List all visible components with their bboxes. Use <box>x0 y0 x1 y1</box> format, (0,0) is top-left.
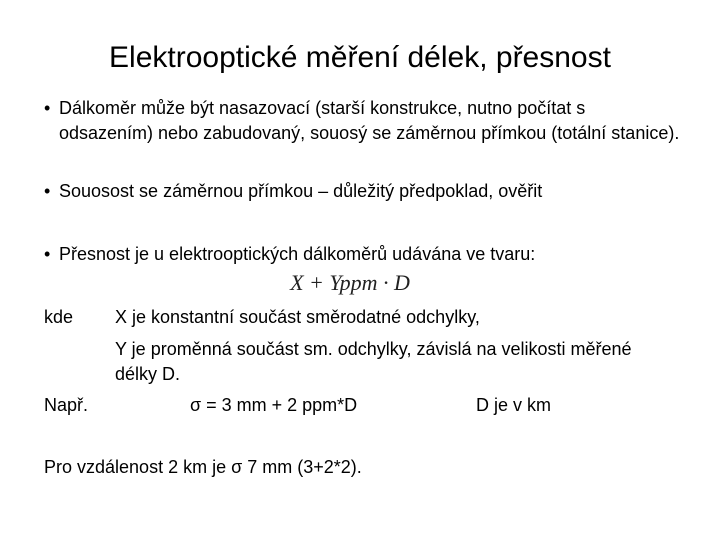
bullet-item <box>44 96 684 146</box>
bullet-item <box>44 179 684 204</box>
bullet-icon: • <box>44 98 51 118</box>
bullet-icon: • <box>44 181 51 201</box>
kde-label: kde <box>44 307 74 327</box>
bullet-icon: • <box>44 244 51 264</box>
x-definition: X je konstantní součást směrodatné odchylky, <box>115 307 480 327</box>
slide-title: Elektrooptické měření délek, přesnost <box>109 41 611 74</box>
bullet-text: Přesnost je u elektrooptických dálkoměrů udávána ve tvaru: <box>59 244 536 264</box>
accuracy-formula: X + Yppm · D <box>290 270 410 295</box>
y-definition: Y je proměnná součást sm. odchylky, závislá na velikosti měřené délky D. <box>115 339 632 384</box>
bullet-text: Souosost se záměrnou přímkou – důležitý předpoklad, ověřit <box>59 181 543 201</box>
bullet-text: Dálkoměr může být nasazovací (starší konstrukce, nutno počítat s odsazením) nebo zabudovaný, souosý se záměrnou přímkou (totální stanice). <box>59 98 680 143</box>
unit-note: D je v km <box>476 395 552 415</box>
example-formula: σ = 3 mm + 2 ppm*D <box>190 395 358 415</box>
example-label: Např. <box>44 395 89 415</box>
bullet-item <box>44 242 684 267</box>
distance-example: Pro vzdálenost 2 km je σ 7 mm (3+2*2). <box>44 457 362 477</box>
